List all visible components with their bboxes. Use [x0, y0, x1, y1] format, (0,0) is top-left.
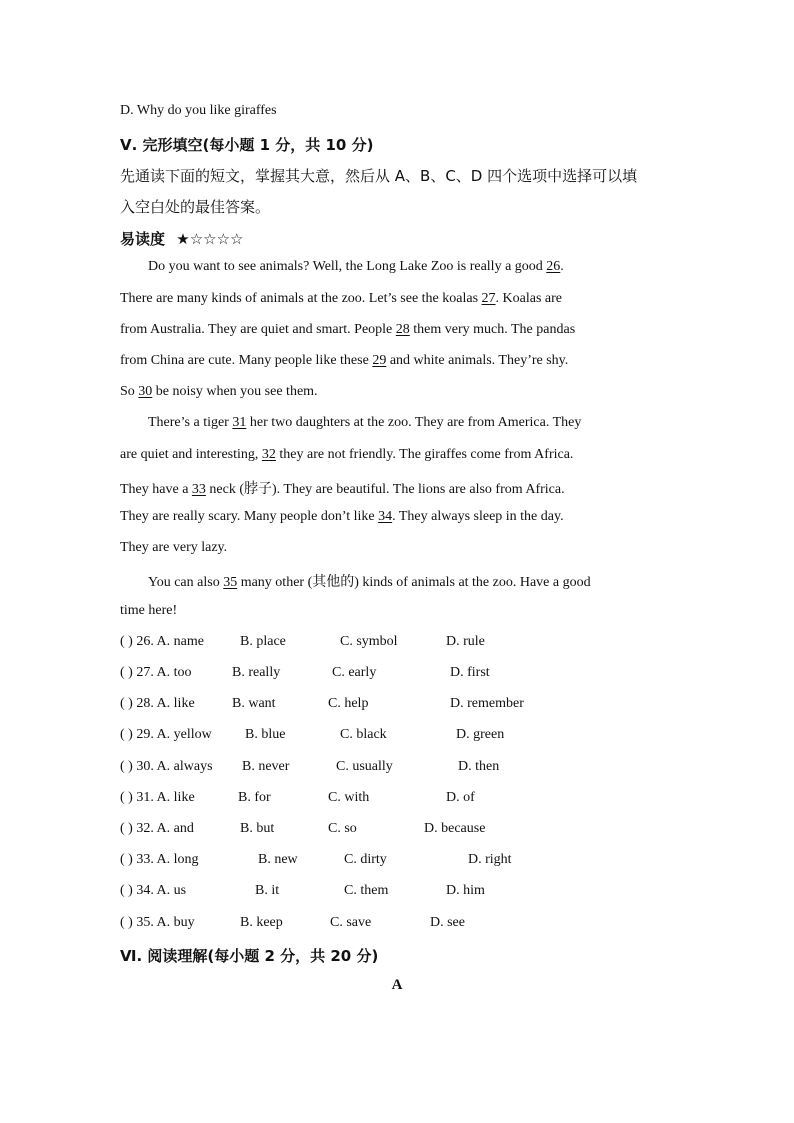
difficulty-rating	[120, 228, 244, 249]
text: Do you want to see animals? Well, the Long Lake Zoo is really a good	[148, 259, 547, 274]
passage-p1-line-4	[120, 353, 568, 369]
blank-27: 27	[481, 291, 496, 306]
passage-p2-line-3	[120, 478, 565, 498]
section-5-title: Ⅴ. 完形填空(每小题 1 分，共 10 分)	[120, 136, 374, 154]
option-d: D. right	[468, 852, 512, 867]
option-c: C. early	[332, 665, 377, 680]
question-row	[120, 915, 680, 933]
text: They are really scary. Many people don’t like	[120, 509, 379, 524]
blank-32: 32	[261, 447, 276, 462]
option-b: B. keep	[240, 915, 283, 930]
text: So	[120, 384, 139, 399]
question-number-option-a: ( ) 34. A. us	[120, 883, 187, 898]
passage-p3-line-1	[148, 571, 591, 591]
option-c: C. dirty	[344, 852, 387, 867]
passage-p3-line-2: time here!	[120, 603, 178, 618]
option-d: D. of	[446, 790, 475, 805]
option-b: B. new	[258, 852, 298, 867]
question-row	[120, 696, 680, 714]
text: them very much. The pandas	[409, 322, 576, 337]
text: They have a	[120, 482, 192, 497]
blank-30: 30	[138, 384, 153, 399]
option-c: C. save	[330, 915, 372, 930]
option-d: D. first	[450, 665, 490, 680]
passage-p2-line-4	[120, 509, 564, 525]
option-b: B. place	[240, 634, 286, 649]
option-c: C. them	[344, 883, 389, 898]
passage-p2-line-2	[120, 447, 573, 463]
text: There are many kinds of animals at the zoo. Let’s see the koalas	[120, 291, 482, 306]
blank-35: 35	[223, 575, 238, 590]
option-b: B. want	[232, 696, 276, 711]
text: You can also	[148, 575, 224, 590]
section-6-title: Ⅵ. 阅读理解(每小题 2 分，共 20 分)	[120, 947, 379, 965]
question-row	[120, 665, 680, 683]
difficulty-stars: ★☆☆☆☆	[176, 230, 244, 248]
option-c: C. usually	[336, 759, 393, 774]
passage-p1-line-1	[148, 259, 564, 275]
option-d: D. him	[446, 883, 485, 898]
text: neck (脖子). They are beautiful. The lions are also from Africa.	[205, 482, 565, 497]
text: are quiet and interesting,	[120, 447, 262, 462]
text: from Australia. They are quiet and smart. People	[120, 322, 396, 337]
question-number-option-a: ( ) 35. A. buy	[120, 915, 195, 930]
option-d: D. see	[430, 915, 465, 930]
text: and white animals. They’re shy.	[386, 353, 569, 368]
option-c: C. symbol	[340, 634, 398, 649]
passage-p2-line-1	[148, 415, 581, 431]
option-d: D. remember	[450, 696, 524, 711]
option-b: B. really	[232, 665, 281, 680]
blank-26: 26	[546, 259, 561, 274]
question-row	[120, 883, 680, 901]
question-number-option-a: ( ) 28. A. like	[120, 696, 195, 711]
section-5-instruction-line-2: 入空白处的最佳答案。	[120, 198, 271, 216]
question-number-option-a: ( ) 30. A. always	[120, 759, 213, 774]
text: . They always sleep in the day.	[392, 509, 564, 524]
question-row	[120, 727, 680, 745]
question-number-option-a: ( ) 26. A. name	[120, 634, 204, 649]
question-number-option-a: ( ) 33. A. long	[120, 852, 199, 867]
question-row	[120, 634, 680, 652]
passage-p1-line-3	[120, 322, 575, 338]
text: her two daughters at the zoo. They are from America. They	[246, 415, 582, 430]
question-number-option-a: ( ) 32. A. and	[120, 821, 194, 836]
passage-p1-line-2	[120, 291, 562, 307]
text: There’s a tiger	[148, 415, 233, 430]
option-d: D. green	[456, 727, 505, 742]
option-c: C. help	[328, 696, 369, 711]
question-number-option-a: ( ) 31. A. like	[120, 790, 195, 805]
reading-part-label: A	[391, 977, 403, 993]
passage-p1-line-5	[120, 384, 318, 400]
question-row	[120, 821, 680, 839]
question-row	[120, 852, 680, 870]
text: . Koalas are	[495, 291, 563, 306]
option-b: B. but	[240, 821, 275, 836]
blank-33: 33	[191, 482, 206, 497]
option-d: D. because	[424, 821, 486, 836]
question-number-option-a: ( ) 27. A. too	[120, 665, 192, 680]
question-number-option-a: ( ) 29. A. yellow	[120, 727, 212, 742]
passage-p2-line-5: They are very lazy.	[120, 540, 228, 555]
question-row	[120, 790, 680, 808]
section-5-instruction-line-1: 先通读下面的短文，掌握其大意，然后从 A、B、C、D 四个选项中选择可以填	[120, 167, 638, 185]
text: from China are cute. Many people like these	[120, 353, 373, 368]
option-b: B. blue	[245, 727, 286, 742]
option-d: D. rule	[446, 634, 485, 649]
blank-28: 28	[395, 322, 410, 337]
question-row	[120, 759, 680, 777]
option-b: B. for	[238, 790, 271, 805]
option-c: C. with	[328, 790, 370, 805]
option-c: C. so	[328, 821, 357, 836]
blank-31: 31	[232, 415, 247, 430]
option-b: B. it	[255, 883, 280, 898]
option-c: C. black	[340, 727, 387, 742]
text: many other (其他的) kinds of animals at the zoo. Have a good	[237, 575, 591, 590]
text: .	[560, 259, 564, 274]
text: they are not friendly. The giraffes come from Africa.	[275, 447, 574, 462]
difficulty-label: 易读度	[120, 230, 166, 248]
blank-34: 34	[378, 509, 393, 524]
blank-29: 29	[372, 353, 387, 368]
previous-option-d: D. Why do you like giraffes	[120, 103, 277, 118]
option-b: B. never	[242, 759, 290, 774]
text: be noisy when you see them.	[152, 384, 318, 399]
option-d: D. then	[458, 759, 500, 774]
